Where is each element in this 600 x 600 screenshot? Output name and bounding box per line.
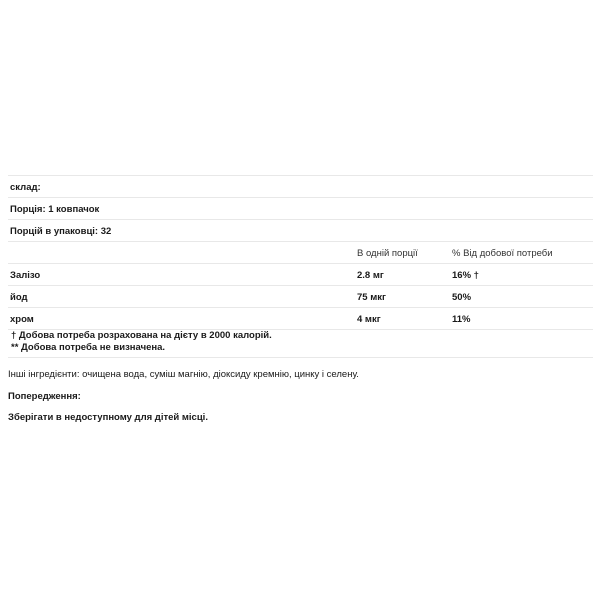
other-ingredients: Інші інгредієнти: очищена вода, суміш магнію, діоксиду кремнію, цинку і селену. xyxy=(8,369,359,380)
nutrient-amount: 4 мкг xyxy=(357,314,381,325)
serving-row xyxy=(8,198,593,220)
footnote: ** Добова потреба не визначена. xyxy=(11,342,166,353)
nutrient-name: Залізо xyxy=(10,270,41,281)
nutrient-amount: 2.8 мг xyxy=(357,270,384,281)
supplement-facts-table xyxy=(8,175,593,330)
nutrient-dv: 11% xyxy=(452,314,471,325)
nutrient-amount: 75 мкг xyxy=(357,292,386,303)
footnotes xyxy=(8,326,593,358)
nutrient-name: хром xyxy=(10,314,34,325)
footnote: † Добова потреба розрахована на дієту в 2000 калорій. xyxy=(11,330,272,341)
composition-row xyxy=(8,176,593,198)
servings-row xyxy=(8,220,593,242)
header-daily-value: % Від добової потреби xyxy=(452,248,553,259)
warning-text: Зберігати в недоступному для дітей місці. xyxy=(8,412,208,423)
servings-per-container: Порцій в упаковці: 32 xyxy=(10,226,112,237)
nutrient-dv: 50% xyxy=(452,292,472,303)
composition-label: склад: xyxy=(10,182,41,193)
serving-size: Порція: 1 ковпачок xyxy=(10,204,100,215)
table-row xyxy=(8,264,593,286)
nutrient-name: йод xyxy=(10,292,28,303)
nutrient-dv: 16% † xyxy=(452,270,479,281)
table-row xyxy=(8,286,593,308)
header-per-serving: В одній порції xyxy=(357,248,418,259)
warning-label: Попередження: xyxy=(8,391,81,402)
table-header xyxy=(8,242,593,264)
